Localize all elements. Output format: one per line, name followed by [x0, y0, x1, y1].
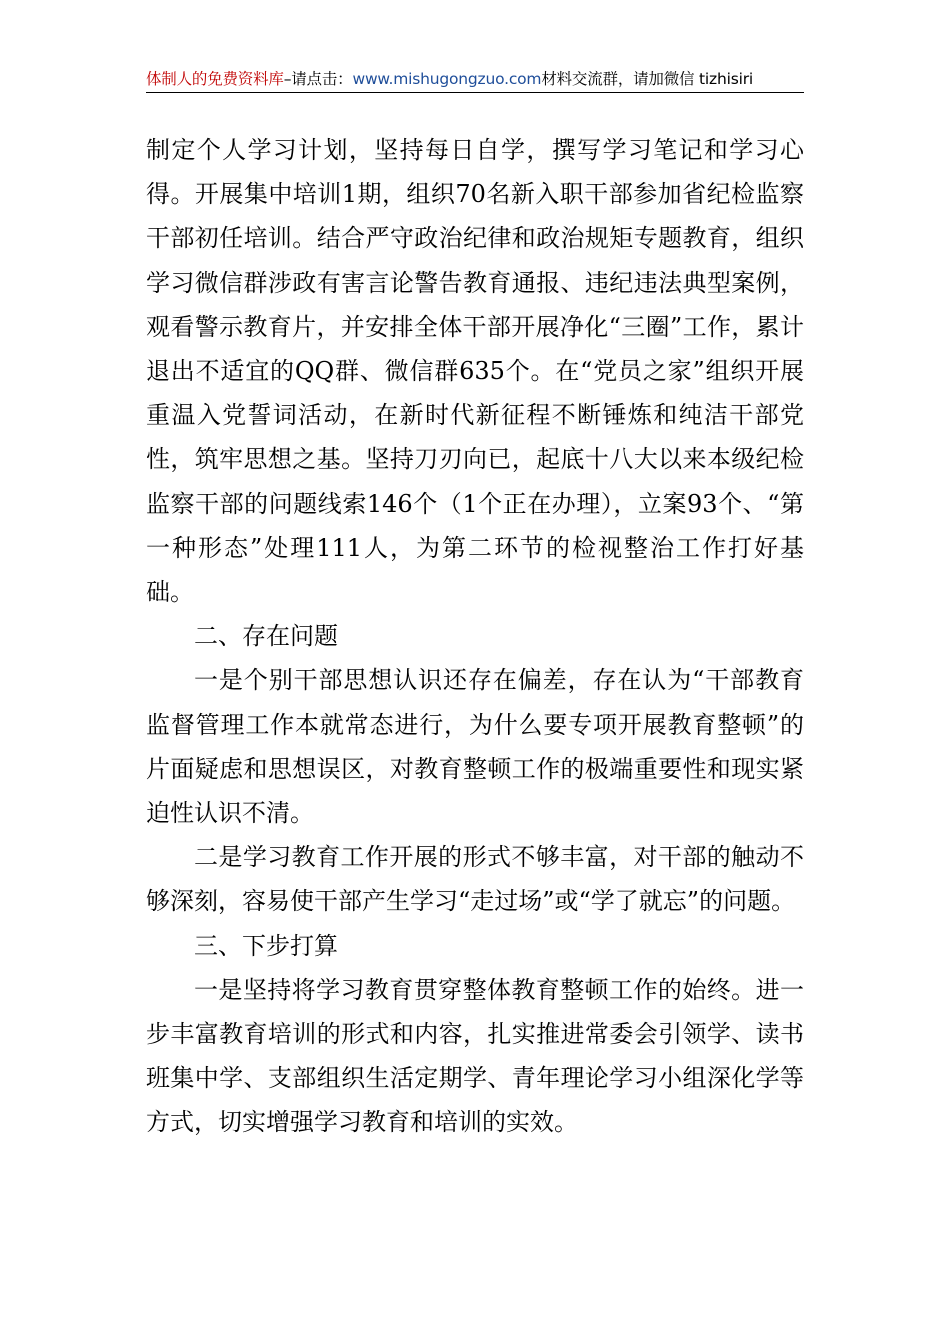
page-header — [146, 66, 804, 93]
section-heading-problems: 二、存在问题 — [194, 622, 338, 651]
section-heading-next-steps: 三、下步打算 — [194, 931, 338, 960]
header-brand: 体制人的免费资料库 — [146, 70, 284, 88]
header-note: 材料交流群，请加微信 tizhisiri — [541, 70, 753, 88]
paragraph-continued: 制定个人学习计划，坚持每日自学，撰写学习笔记和学习心得。开展集中培训1期，组织70名新入职干部参加省纪检监察干部初任培训。结合严守政治纪律和政治规矩专题教育，组织学习微信群涉政有害言论警告教育通报、违纪违法典型案例，观看警示教育片，并安排全体干部开展净化“三圈”工作，累计退出不适宜的QQ群、微信群635个。在“党员之家”组织开展重温入党誓词活动，在新时代新征程不断锤炼和纯洁干部党性，筑牢思想之基。坚持刀刃向已，起底十八大以来本级纪检监察干部的问题线索146个（1个正在办理），立案93个、“第一种形态”处理111人，为第二环节的检视整治工作打好基础。 — [146, 136, 804, 607]
paragraph-problem-1: 一是个别干部思想认识还存在偏差，存在认为“干部教育监督管理工作本就常态进行，为什么要专项开展教育整顿”的片面疑虑和思想误区，对教育整顿工作的极端重要性和现实紧迫性认识不清。 — [146, 666, 804, 828]
paragraph-next-step-1: 一是坚持将学习教育贯穿整体教育整顿工作的始终。进一步丰富教育培训的形式和内容，扎实推进常委会引领学、读书班集中学、支部组织生活定期学、青年理论学习小组深化学等方式，切实增强学习教育和培训的实效。 — [146, 975, 804, 1137]
header-prompt: –请点击： — [283, 70, 353, 88]
header-link[interactable]: www.mishugongzuo.com — [352, 70, 542, 88]
document-body — [146, 128, 804, 1145]
paragraph-problem-2: 二是学习教育工作开展的形式不够丰富，对干部的触动不够深刻，容易使干部产生学习“走过场”或“学了就忘”的问题。 — [146, 843, 804, 916]
